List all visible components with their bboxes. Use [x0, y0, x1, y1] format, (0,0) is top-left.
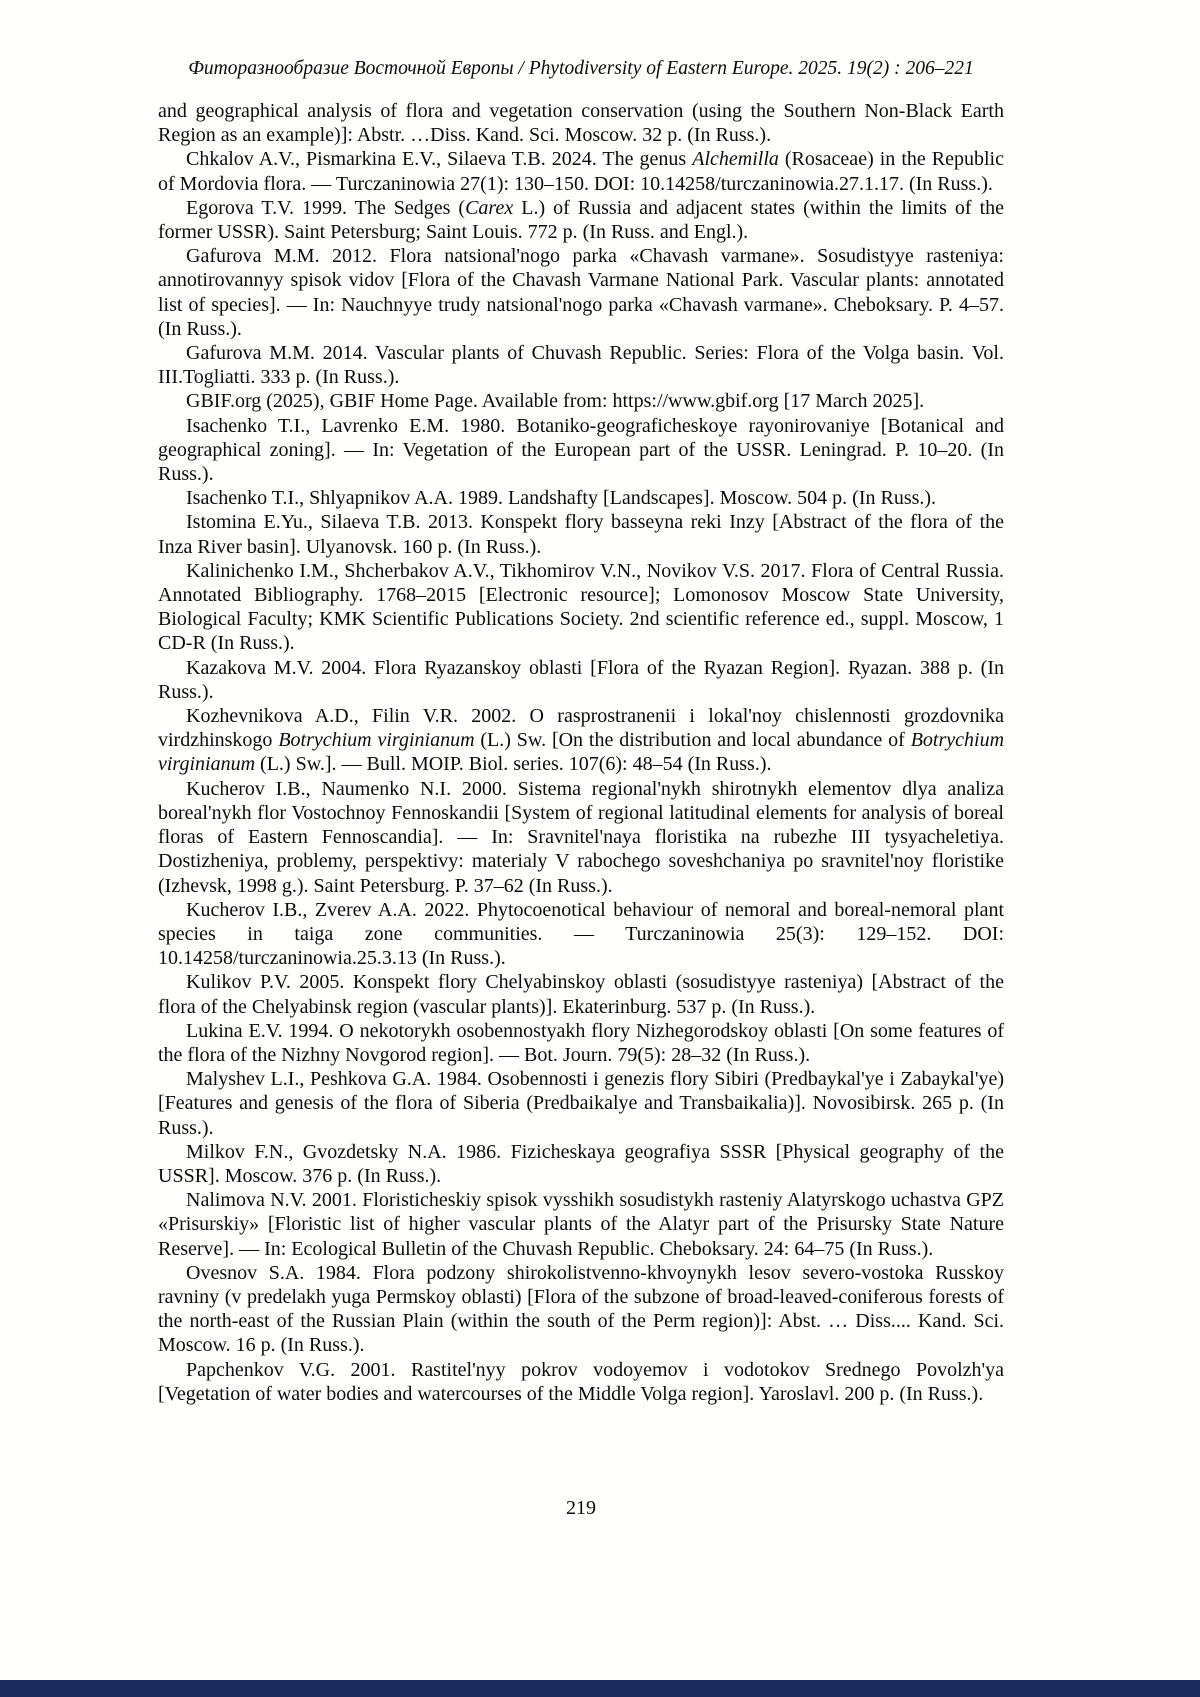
- bottom-bar: [0, 1680, 1200, 1697]
- reference-entry: [158, 1358, 1004, 1406]
- reference-text: Isachenko T.I., Lavrenko E.M. 1980. Botaniko-geograficheskoye rayonirovaniye [Botanical and geographical zoning]. — In: Vegetation of the European part of the USSR. Leningrad. P. 10–20. (In Russ.).: [158, 414, 1004, 486]
- reference-text: Gafurova M.M. 2014. Vascular plants of Chuvash Republic. Series: Flora of the Volga basin. Vol. III.Togliatti. 333 p. (In Russ.).: [158, 342, 1004, 389]
- reference-text: Kozhevnikova A.D., Filin V.R. 2002. O rasprostranenii i lokal'noy chislennosti grozdovnika virdzhinskogo: [158, 705, 1004, 752]
- reference-text: Ovesnov S.A. 1984. Flora podzony shirokolistvenno-khvoynykh lesov severo-vostoka Russkoy ravniny (v predelakh yuga Permskoy oblasti) [Flora of the subzone of broad-leaved-coniferous forests of the north-east of the Russian Plain (within the south of the Perm region)]: Abst. … Diss.... Kand. Sci. Moscow. 16 p. (In Russ.).: [158, 1261, 1004, 1357]
- reference-entry: [158, 559, 1004, 656]
- reference-entry: [158, 1261, 1004, 1358]
- reference-text: Istomina E.Yu., Silaeva T.B. 2013. Konspekt flory basseyna reki Inzy [Abstract of the flora of the Inza River basin]. Ulyanovsk. 160 p. (In Russ.).: [158, 511, 1004, 558]
- reference-text: Kalinichenko I.M., Shcherbakov A.V., Tikhomirov V.N., Novikov V.S. 2017. Flora of Central Russia. Annotated Bibliography. 1768–2015 [Electronic resource]; Lomonosov Moscow State University, Biological Faculty; KMK Scientific Publications Society. 2nd scientific reference ed., suppl. Moscow, 1 CD-R (In Russ.).: [158, 559, 1004, 655]
- reference-entry: [158, 970, 1004, 1018]
- reference-entry: [158, 99, 1004, 147]
- reference-text: Chkalov A.V., Pismarkina E.V., Silaeva T.B. 2024. The genus: [186, 148, 693, 171]
- reference-entry: [158, 341, 1004, 389]
- reference-entry: [158, 1140, 1004, 1188]
- reference-text: (Rosaceae) in the Republic of Mordovia flora. — Turczaninowia 27(1): 130–150. DOI: 10.14258/turczaninowia.27.1.17. (In Russ.).: [158, 148, 1004, 195]
- reference-entry: [158, 486, 1004, 510]
- taxon-name-italic: Botrychium virginianum: [158, 729, 1005, 776]
- reference-text: and geographical analysis of flora and vegetation conservation (using the Southern Non-Black Earth Region as an example)]: Abstr. …Diss. Kand. Sci. Moscow. 32 p. (In Russ.).: [158, 100, 1004, 147]
- reference-text: Nalimova N.V. 2001. Floristicheskiy spisok vysshikh sosudistykh rasteniy Alatyrskogo uchastva GPZ «Prisurskiy» [Floristic list of higher vascular plants of the Alatyr part of the Prisursky State Nature Reserve]. — In: Ecological Bulletin of the Chuvash Republic. Cheboksary. 24: 64–75 (In Russ.).: [158, 1189, 1004, 1260]
- reference-text: (L.) Sw. [On the distribution and local abundance of: [474, 729, 911, 752]
- reference-entry: [158, 1067, 1004, 1140]
- reference-text: Kazakova M.V. 2004. Flora Ryazanskoy oblasti [Flora of the Ryazan Region]. Ryazan. 388 p. (In Russ.).: [158, 656, 1004, 703]
- reference-entry: [158, 777, 1004, 898]
- taxon-name-italic: Carex: [465, 196, 514, 219]
- reference-text: L.) of Russia and adjacent states (within the limits of the former USSR). Saint Petersburg; Saint Louis. 772 p. (In Russ. and Engl.).: [158, 196, 1004, 244]
- reference-entry: [158, 704, 1004, 777]
- reference-entry: [158, 1188, 1004, 1261]
- reference-text: Lukina E.V. 1994. O nekotorykh osobennostyakh flory Nizhegorodskoy oblasti [On some features of the flora of the Nizhny Novgorod region]. — Bot. Journ. 79(5): 28–32 (In Russ.).: [158, 1019, 1004, 1066]
- reference-text: Egorova T.V. 1999. The Sedges (: [186, 196, 466, 219]
- reference-entry: [158, 196, 1004, 244]
- reference-entry: [158, 656, 1004, 704]
- reference-text: Kucherov I.B., Naumenko N.I. 2000. Sistema regional'nykh shirotnykh elementov dlya analiza boreal'nykh flor Vostochnoy Fennoskandii [System of regional latitudinal elements for analysis of boreal floras of Eastern Fennoscandia]. — In: Sravnitel'naya floristika na rubezhe III tysyacheletiya. Dostizheniya, problemy, perspektivy: materialy V rabochego soveshchaniya po sravnitel'noy floristike (Izhevsk, 1998 g.). Saint Petersburg. P. 37–62 (In Russ.).: [158, 777, 1004, 897]
- reference-entry: [158, 244, 1004, 341]
- reference-text: Kucherov I.B., Zverev A.A. 2022. Phytocoenotical behaviour of nemoral and boreal-nemoral plant species in taiga zone communities. — Turczaninowia 25(3): 129–152. DOI: 10.14258/turczaninowia.25.3.13 (In Russ.).: [158, 898, 1004, 970]
- taxon-name-italic: Alchemilla: [692, 148, 779, 171]
- reference-text: Isachenko T.I., Shlyapnikov A.A. 1989. Landshafty [Landscapes]. Moscow. 504 p. (In Russ.).: [186, 487, 937, 510]
- reference-entry: [158, 414, 1004, 487]
- references-list: [158, 99, 1004, 1406]
- reference-text: GBIF.org (2025), GBIF Home Page. Available from: https://www.gbif.org [17 March 2025].: [186, 390, 925, 413]
- reference-entry: [158, 1019, 1004, 1067]
- reference-text: Malyshev L.I., Peshkova G.A. 1984. Osobennosti i genezis flory Sibiri (Predbaykal'ye i Zabaykal'ye) [Features and genesis of the flora of Siberia (Predbaikalye and Transbaikalia)]. Novosibirsk. 265 p. (In Russ.).: [158, 1068, 1004, 1139]
- journal-header: Фиторазнообразие Восточной Европы / Phytodiversity of Eastern Europe. 2025. 19(2) : 206–221: [188, 58, 974, 79]
- page-number: 219: [566, 1497, 596, 1519]
- reference-entry: [158, 389, 1004, 413]
- reference-entry: [158, 147, 1004, 195]
- reference-entry: [158, 898, 1004, 971]
- reference-entry: [158, 510, 1004, 558]
- reference-text: Papchenkov V.G. 2001. Rastitel'nyy pokrov vodoyemov i vodotokov Srednego Povolzh'ya [Vegetation of water bodies and watercourses of the Middle Volga region]. Yaroslavl. 200 p. (In Russ.).: [158, 1358, 1004, 1405]
- reference-text: (L.) Sw.]. — Bull. MOIP. Biol. series. 107(6): 48–54 (In Russ.).: [255, 753, 772, 776]
- reference-text: Kulikov P.V. 2005. Konspekt flory Chelyabinskoy oblasti (sosudistyye rasteniya) [Abstract of the flora of the Chelyabinsk region (vascular plants)]. Ekaterinburg. 537 p. (In Russ.).: [158, 971, 1004, 1018]
- reference-text: Milkov F.N., Gvozdetsky N.A. 1986. Fizicheskaya geografiya SSSR [Physical geography of the USSR]. Moscow. 376 p. (In Russ.).: [158, 1140, 1004, 1187]
- reference-text: Gafurova M.M. 2012. Flora natsional'nogo parka «Chavash varmane». Sosudistyye rasteniya: annotirovannyy spisok vidov [Flora of the Chavash Varmane National Park. Vascular plants: annotated list of species]. — In: Nauchnyye trudy natsional'nogo parka «Chavash varmane». Cheboksary. P. 4–57. (In Russ.).: [158, 245, 1004, 340]
- taxon-name-italic: Botrychium virginianum: [278, 729, 475, 752]
